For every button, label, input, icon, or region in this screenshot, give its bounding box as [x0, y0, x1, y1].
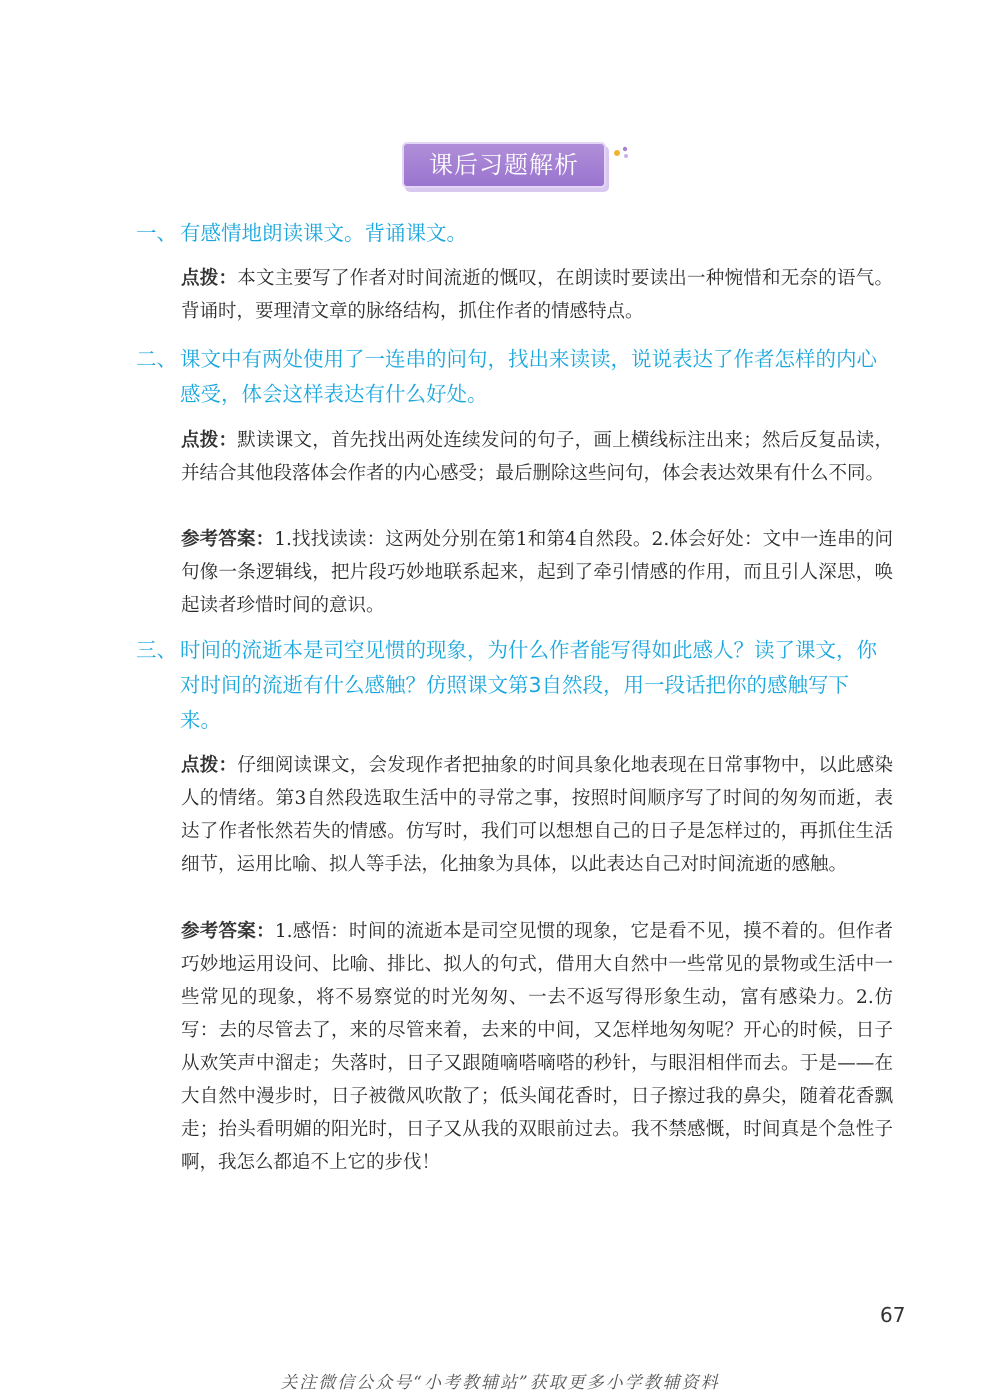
question-3-number: 三、 — [136, 638, 177, 662]
footer-note: 关注微信公众号“小考教辅站”获取更多小学教辅资料 — [280, 1373, 720, 1393]
question-1 — [136, 216, 886, 251]
q1-hint — [181, 262, 893, 328]
q2-answer — [181, 523, 893, 622]
question-2 — [136, 342, 886, 412]
q3-hint — [181, 749, 893, 881]
question-3-text: 时间的流逝本是司空见惯的现象，为什么作者能写得如此感人？读了课文，你对时间的流逝有什么感触？仿照课文第3自然段，用一段话把你的感触写下来。 — [180, 638, 877, 732]
q3-answer — [181, 915, 893, 1179]
hint-text: 本文主要写了作者对时间流逝的慨叹，在朗读时要读出一种惋惜和无奈的语气。背诵时，要理清文章的脉络结构，抓住作者的情感特点。 — [181, 268, 893, 322]
answer-label: 参考答案： — [181, 529, 275, 550]
hint-label: 点拨： — [181, 430, 238, 451]
q2-hint — [181, 424, 893, 490]
answer-text: 1.找找读读：这两处分别在第1和第4自然段。2.体会好处：文中一连串的问句像一条逻辑线，把片段巧妙地联系起来，起到了牵引情感的作用，而且引人深思，唤起读者珍惜时间的意识。 — [181, 529, 893, 616]
question-3 — [136, 633, 886, 738]
hint-label: 点拨： — [181, 268, 238, 289]
hint-text: 仔细阅读课文，会发现作者把抽象的时间具象化地表现在日常事物中，以此感染人的情绪。第3自然段选取生活中的寻常之事，按照时间顺序写了时间的匆匆而逝，表达了作者怅然若失的情感。仿写时，我们可以想想自己的日子是怎样过的，再抓住生活细节，运用比喻、拟人等手法，化抽象为具体，以此表达自己对时间流逝的感触。 — [181, 755, 893, 875]
question-1-text: 有感情地朗读课文。背诵课文。 — [180, 221, 467, 245]
section-banner: 课后习题解析 — [402, 142, 606, 188]
question-1-number: 一、 — [136, 221, 177, 245]
hint-label: 点拨： — [181, 755, 238, 776]
answer-label: 参考答案： — [181, 921, 275, 942]
page-number: 67 — [880, 1303, 906, 1327]
decorative-dots-icon — [612, 144, 632, 164]
answer-text: 1.感悟：时间的流逝本是司空见惯的现象，它是看不见，摸不着的。但作者巧妙地运用设问、比喻、排比、拟人的句式，借用大自然中一些常见的景物或生活中一些常见的现象，将不易察觉的时光匆匆、一去不返写得形象生动，富有感染力。2.仿写：去的尽管去了，来的尽管来着，去来的中间，又怎样地匆匆呢？开心的时候，日子从欢笑声中溜走；失落时，日子又跟随嘀嗒嘀嗒的秒针，与眼泪相伴而去。于是——在大自然中漫步时，日子被微风吹散了；低头闻花香时，日子擦过我的鼻尖，随着花香飘走；抬头看明媚的阳光时，日子又从我的双眼前过去。我不禁感慨，时间真是个急性子啊，我怎么都追不上它的步伐！ — [181, 921, 893, 1173]
question-2-text: 课文中有两处使用了一连串的问句，找出来读读，说说表达了作者怎样的内心感受，体会这样表达有什么好处。 — [180, 347, 877, 406]
hint-text: 默读课文，首先找出两处连续发问的句子，画上横线标注出来；然后反复品读，并结合其他段落体会作者的内心感受；最后删除这些问句，体会表达效果有什么不同。 — [181, 430, 893, 484]
question-2-number: 二、 — [136, 347, 177, 371]
